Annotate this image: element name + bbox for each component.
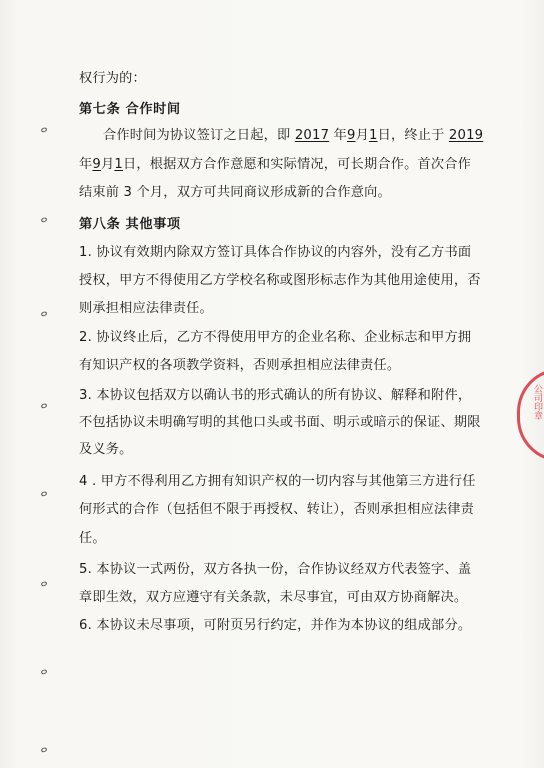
text-segment: 合作时间为协议签订之日起，即 — [103, 128, 295, 143]
cooperation-period-line-2 — [79, 157, 471, 173]
text-segment: 日，根据双方合作意愿和实际情况，可长期合作。首次合作 — [122, 157, 472, 172]
binding-mark-icon: ⴰ — [37, 121, 50, 136]
clause-3-line-2: 不包括协议未明确写明的其他口头或书面、明示或暗示的保证、期限 — [79, 415, 481, 430]
clause-5-line-1: 5. 本协议一式两份，双方各执一份，合作协议经双方代表签字、盖 — [79, 562, 472, 577]
cooperation-period-line-1 — [103, 128, 483, 144]
clause-1-line-2: 授权，甲方不得使用乙方学校名称或图形标志作为其他用途使用，否 — [79, 273, 481, 288]
seal-text: 公司印章 — [532, 384, 542, 420]
clause-3-line-1: 3. 本协议包括双方以确认书的形式确认的所有协议、解释和附件， — [79, 388, 472, 403]
text-segment: 日，终止于 — [377, 128, 449, 143]
clause-4-line-3: 任。 — [79, 531, 106, 546]
binding-mark-icon: ⴰ — [37, 305, 50, 320]
cooperation-period-line-3: 结束前 3 个月，双方可共同商议形成新的合作意向。 — [79, 185, 391, 200]
start-day: 1 — [368, 128, 378, 143]
binding-mark-icon: ⴰ — [37, 575, 50, 590]
binding-mark-icon: ⴰ — [37, 485, 50, 500]
text-segment: 月 — [355, 128, 369, 143]
clause-2-line-2: 有知识产权的各项教学资料，否则承担相应法律责任。 — [79, 358, 401, 373]
binding-mark-icon: ⴰ — [37, 397, 50, 412]
binding-mark-icon: ⴰ — [37, 663, 50, 678]
clause-3-line-3: 及义务。 — [79, 442, 133, 457]
start-month: 9 — [346, 128, 356, 143]
clause-5-line-2: 章即生效，双方应遵守有关条款，未尽事宜，可由双方协商解决。 — [79, 590, 468, 605]
text-segment: 年 — [79, 157, 93, 172]
continued-text-line: 权行为的： — [79, 71, 146, 86]
start-year: 2017 — [294, 128, 330, 143]
end-month: 9 — [92, 157, 101, 172]
text-segment: 月 — [100, 157, 115, 172]
clause-4-line-1: 4 . 甲方不得利用乙方拥有知识产权的一切内容与其他第三方进行任 — [79, 474, 476, 489]
article-7-heading: 第七条 合作时间 — [79, 102, 181, 117]
binding-mark-icon: ⴰ — [37, 741, 50, 756]
clause-1-line-3: 则承担相应法律责任。 — [79, 301, 213, 316]
clause-1-line-1: 1. 协议有效期内除双方签订具体合作协议的内容外，没有乙方书面 — [79, 245, 472, 260]
clause-2-line-1: 2. 协议终止后，乙方不得使用甲方的企业名称、企业标志和甲方拥 — [79, 330, 472, 345]
binding-mark-icon: ⴰ — [37, 211, 50, 226]
end-day: 1 — [114, 157, 123, 172]
article-8-heading: 第八条 其他事项 — [79, 217, 181, 232]
clause-4-line-2: 何形式的合作（包括但不限于再授权、转让），否则承担相应法律责 — [79, 502, 475, 517]
clause-6-line-1: 6. 本协议未尽事项，可附页另行约定，并作为本协议的组成部分。 — [79, 618, 472, 633]
end-year: 2019 — [448, 128, 484, 143]
text-segment: 年 — [329, 128, 347, 143]
